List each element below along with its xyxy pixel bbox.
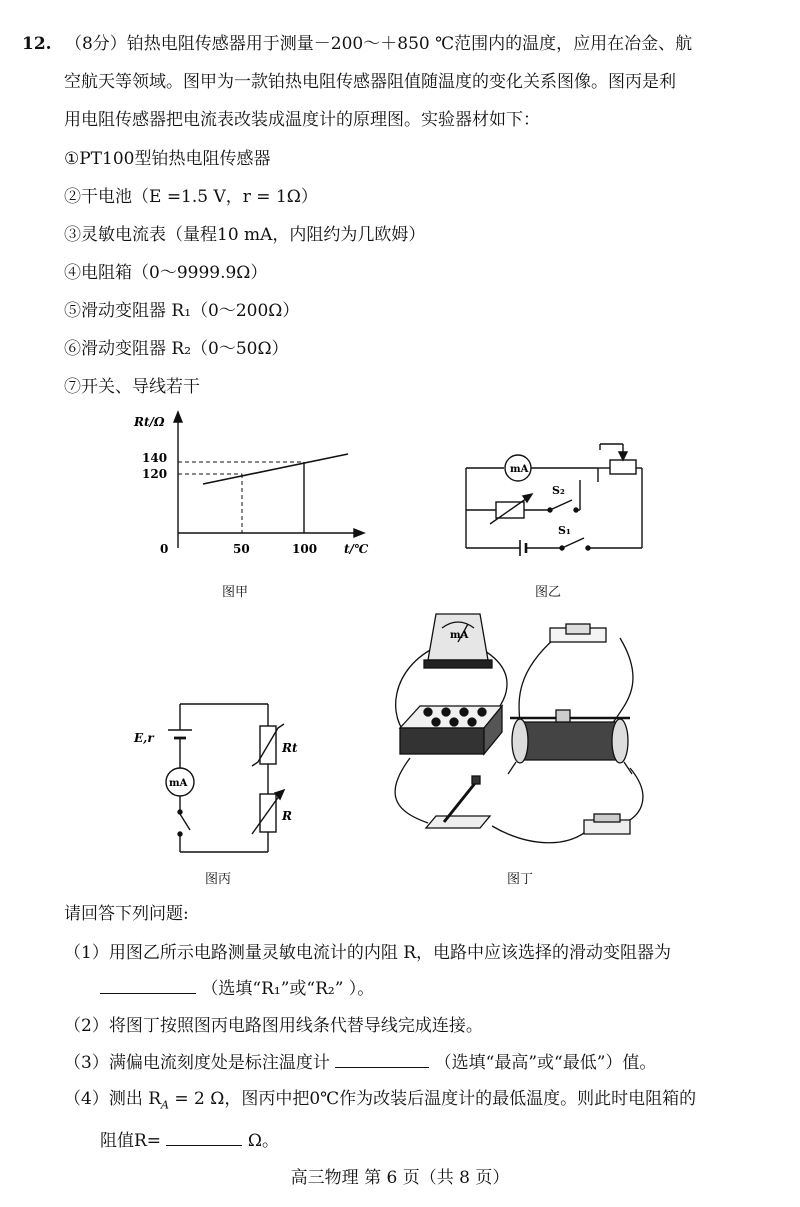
source-label: E,r bbox=[134, 731, 154, 745]
wire-4 bbox=[519, 638, 555, 728]
answer-prompt: 请回答下列问题: bbox=[64, 904, 189, 924]
question-intro-2: 空航天等领域。图甲为一款铂热电阻传感器阻值随温度的变化关系图像。图丙是利 bbox=[64, 72, 676, 92]
part-4-line-1: （4）测出 $R_A = 2$ Ω，图丙中把0℃作为改装后温度计的最低温度。则此时电阻箱的 bbox=[64, 1089, 697, 1112]
material-item-6: ⑥滑动变阻器 R₂（0～50Ω） bbox=[64, 339, 289, 359]
x-axis-arrow bbox=[354, 529, 364, 537]
figure-jia-caption: 图甲 bbox=[222, 585, 249, 600]
answer-blank-1[interactable] bbox=[100, 975, 196, 994]
material-item-1: ①PT100型铂热电阻传感器 bbox=[64, 149, 271, 169]
question-intro-3: 用电阻传感器把电流表改装成温度计的原理图。实验器材如下： bbox=[64, 110, 540, 130]
material-item-3: ③灵敏电流表（量程10 mA，内阻约为几欧姆） bbox=[64, 225, 426, 245]
question-intro-1: （8分）铂热电阻传感器用于测量－200～＋850 ℃范围内的温度，应用在冶金、航 bbox=[64, 34, 693, 54]
question-line-1 bbox=[22, 32, 692, 56]
figure-jia-graph bbox=[120, 408, 380, 568]
material-item-5: ⑤滑动变阻器 R₁（0～200Ω） bbox=[64, 301, 300, 321]
meter-label-bing: mA bbox=[169, 778, 188, 789]
page-footer: 高三物理 第 6 页（共 8 页） bbox=[290, 1168, 510, 1188]
part-4-line-2: 阻值R= Ω。 bbox=[100, 1127, 279, 1153]
knife-switch bbox=[426, 816, 490, 828]
figure-yi-caption: 图乙 bbox=[535, 585, 562, 600]
switch-s1 bbox=[562, 538, 584, 548]
figure-yi-circuit bbox=[460, 440, 660, 565]
material-item-4: ④电阻箱（0～9999.9Ω） bbox=[64, 263, 268, 283]
rheostat-yi bbox=[610, 460, 636, 474]
part-1-line-2: （选填“R₁”或“R₂” ）。 bbox=[100, 975, 374, 1001]
ytick-140: 140 bbox=[142, 451, 168, 465]
r-label: R bbox=[282, 809, 292, 823]
label-s1: S₁ bbox=[558, 524, 571, 537]
figure-bing-circuit bbox=[128, 700, 298, 860]
label-s2: S₂ bbox=[552, 484, 565, 497]
y-axis-label: Rt/Ω bbox=[134, 415, 165, 429]
part-3: （3）满偏电流刻度处是标注温度计 （选填“最高”或“最低”）值。 bbox=[64, 1049, 656, 1075]
figure-ding-caption: 图丁 bbox=[507, 872, 534, 887]
x-axis-label: t/℃ bbox=[344, 542, 369, 556]
figure-bing-caption: 图丙 bbox=[205, 872, 232, 887]
material-item-7: ⑦开关、导线若干 bbox=[64, 377, 200, 397]
meter-label-yi: mA bbox=[510, 464, 529, 475]
origin-label: 0 bbox=[160, 542, 169, 556]
wire-3 bbox=[610, 638, 633, 728]
question-number: 12. bbox=[22, 34, 52, 54]
resistance-box-r bbox=[260, 794, 276, 832]
xtick-100: 100 bbox=[292, 542, 318, 556]
answer-blank-4[interactable] bbox=[166, 1127, 242, 1146]
xtick-50: 50 bbox=[233, 542, 250, 556]
wire-5 bbox=[395, 758, 428, 823]
switch-s2 bbox=[550, 500, 572, 510]
rt-label: Rt bbox=[282, 741, 298, 755]
wire-7 bbox=[492, 826, 590, 843]
meter-label-ding: mA bbox=[450, 630, 469, 641]
resistance-line bbox=[203, 454, 348, 484]
ytick-120: 120 bbox=[142, 467, 168, 481]
rheostat-device bbox=[520, 722, 620, 760]
switch-bing bbox=[180, 814, 190, 830]
part-2: （2）将图丁按照图丙电路图用线条代替导线完成连接。 bbox=[64, 1016, 483, 1036]
y-axis-arrow bbox=[174, 412, 182, 422]
figure-ding-apparatus bbox=[380, 598, 660, 860]
answer-blank-3[interactable] bbox=[335, 1049, 429, 1068]
material-item-2: ②干电池（E =1.5 V，r = 1Ω） bbox=[64, 187, 318, 207]
part-1-line-1: （1）用图乙所示电路测量灵敏电流计的内阻 R，电路中应该选择的滑动变阻器为 bbox=[64, 943, 672, 963]
